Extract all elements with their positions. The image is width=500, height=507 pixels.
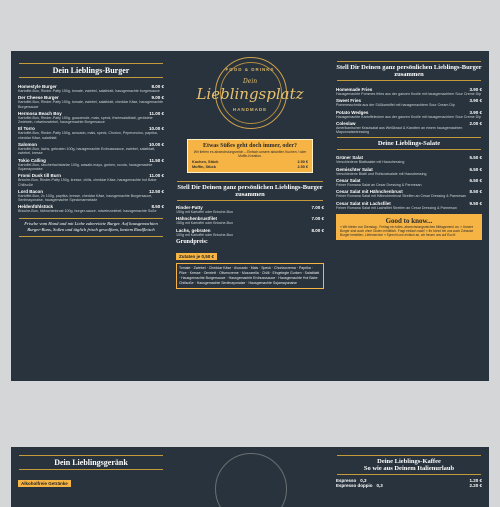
item-description: Kartoffel-Bun, Rinder-Patty 150g, guacamole, mais, speck, friséesalatblatt, geröstete Zwiebeln, rotweinzwiebel, hausgemachte Burgersauce <box>18 115 153 125</box>
center-column <box>173 51 327 289</box>
item-price: 2.00 € <box>469 120 482 126</box>
build-title: Stell Dir Deinen ganz persönlichen Lieblings-Burger zusammen <box>177 184 323 199</box>
item-description: 150g mit Kartoffel oder Brioche-Bun <box>176 221 234 226</box>
item-description: Kartoffel-Bun, Rinder-Patty 150g, avocado, mais, speck, Chorizo, Peperoncino, paprika, cheddar Käse, salatblatt <box>18 131 158 140</box>
item-description: Kartoffel-Bun, Rinder-Patty 150g, tomate, zwiebel, salatblatt, hausgemachte burgersauce <box>18 89 160 93</box>
coffee-list <box>333 478 485 488</box>
menu-item <box>15 142 167 156</box>
item-name: Der Cheese Burger <box>18 95 59 101</box>
menu-item <box>15 84 167 93</box>
logo-dein-text: Dein <box>243 78 258 85</box>
menu-item <box>15 95 167 109</box>
logo-script-text: Lieblingsplatz <box>196 85 304 103</box>
menu-item <box>333 110 485 119</box>
item-name: Hähnchenbrustfilet <box>176 216 218 222</box>
sweets-name: Kuchen, Stück <box>192 160 219 164</box>
item-description: Verschiedene Blatt/ und Rohkostsalate mit Hausdressing <box>336 171 427 176</box>
item-name: Heldenfühlstück <box>18 204 54 210</box>
item-name: Cesar Salat mit Lachsfilet <box>336 200 391 206</box>
divider <box>19 77 163 78</box>
menu-item <box>15 111 167 125</box>
item-name: Tokio Calling <box>18 157 46 163</box>
item-price: 3.90 € <box>469 109 482 115</box>
sweets-subtitle: Wir liefern es abwechslungsreich – Einfach unsere aktuellen Kuchen / oder Muffin-Kreation. <box>193 150 307 158</box>
item-description: Kartoffel-Bun, lachs, gebraten 100g, hausgemachte Erdnusssauce, zwiebel, salatblatt, zwiebel, kresse <box>18 147 156 156</box>
divider <box>337 149 481 150</box>
good-to-know-text: » Wir bieten von Dienstag - Freitag ein tolles, abwechslungsreiches Mittagsmenü an. » Unsere Burger sind auch ohne Gluten erhältlich. Fragt einfach nach! » Ihr könnt bei uns auch Zuhause Burger bestellen, Lieferservice » Sprecht uns einfach an, wir freuen uns auf Euch! <box>340 224 474 237</box>
item-name: Rinder-Patty <box>176 205 203 211</box>
divider <box>19 218 163 219</box>
logo <box>173 51 327 133</box>
burger-section-title: Dein Lieblings-Burger <box>52 66 130 75</box>
logo-top-text: FOOD & DRINKS <box>225 67 275 72</box>
menu-item <box>333 121 485 135</box>
item-description: Kartoffel-Bun, Rinder-Patty 150g, tomate, zwiebel, salatblatt, cheddar Käse, hausgemachte Burgersauce <box>18 100 163 109</box>
menu-item <box>333 189 485 198</box>
menu-item <box>15 158 167 172</box>
coffee-price: 1.20 € <box>469 478 482 483</box>
coffee-column <box>333 447 485 488</box>
burger-column <box>15 51 167 239</box>
menu-item <box>15 173 167 187</box>
item-price: 8.50 € <box>151 204 164 210</box>
sweets-price: 2.50 € <box>297 160 308 164</box>
menu-item <box>173 216 327 225</box>
item-description: Kartoffel-Bun, 2x 100g, paprika, kresse, cheddar Käse, hausgemachte Burgersauce, Senfmayonaise, hausgemachte Speckmarmelade <box>18 193 153 203</box>
item-price: 6.50 € <box>469 178 482 184</box>
item-name: Sweet Fries <box>336 98 362 104</box>
sweets-title: Etwas Süßes geht doch immer, oder? <box>202 143 298 149</box>
burger-list <box>15 84 167 214</box>
divider <box>19 236 163 237</box>
menu-item <box>333 178 485 187</box>
item-description: Pommesschnitz aus der Süßkartoffel mit hausgemachtem Sour Cream Dip <box>336 103 455 108</box>
sides-list <box>333 87 485 134</box>
divider <box>19 63 163 64</box>
menu-item <box>15 126 167 140</box>
zutaten-list: Tomate · Zwiebel · Cheddar Käse · Avocado · Mais · Speck · Chorizocrema · Paprika · Pilze · Kresse · Omelett · Olivencreme · Mozzarella · Chilli · Eingelegte Gurken · Salatblatt · Hausgemachte Burgersauce · Hausgemachte Erdnusssauce · Hausgemachte Hot Babe Chilisoße · Hausgemachte Senfmayonaise · Hausgemachte Sojamayonaise <box>176 263 324 289</box>
item-price: 3.90 € <box>469 87 482 92</box>
item-price: 8.00 € <box>151 84 164 89</box>
item-description: Feiner Romana Salat mit Lachsfilet Streifen an Cesar Dressing & Parmesan <box>336 205 457 210</box>
item-price: 5.50 € <box>469 155 482 161</box>
item-price: 9.50 € <box>469 200 482 206</box>
salad-list <box>333 155 485 209</box>
coffee-subtitle: So wie aus Deinem Italienurlaub <box>363 465 455 472</box>
item-price: 11.50 € <box>149 157 164 163</box>
item-price: 7.00 € <box>311 205 324 211</box>
menu-item <box>333 98 485 107</box>
item-price: 10.00 € <box>148 142 164 148</box>
sweets-price: 2.50 € <box>297 164 308 169</box>
item-name: Homestyle Burger <box>18 84 57 89</box>
item-name: Potato Wedges <box>336 109 369 115</box>
item-name: Cesar Salat <box>336 178 361 184</box>
divider <box>337 80 481 81</box>
menu-item <box>333 167 485 176</box>
item-description: Amerikanischer Krautsalat aus Weißkraut & Karotten an einem hausgemachten Mayonnaisedressing <box>336 125 463 135</box>
item-description: Hausgemachte Kartoffelecken aus der ganzen Knolle mit hausgemachtem Sour Creme Dip <box>336 114 481 119</box>
divider <box>337 137 481 138</box>
build-list <box>173 205 327 237</box>
logo-bottom-text: HANDMADE <box>232 107 268 112</box>
menu-item <box>333 87 485 96</box>
sweets-name: Muffin, Stück <box>192 164 216 169</box>
divider <box>337 474 481 475</box>
item-name: Gemischter Salat <box>336 166 373 172</box>
sweets-item <box>192 165 308 170</box>
divider <box>337 455 481 456</box>
item-name: Coleslaw <box>336 120 356 126</box>
sweets-list <box>192 160 308 169</box>
quote-text: Frische vom Hand und mit Liebe zubereitete Burger. Auf hausgemachten Burger-Buns, Soßen und täglich frisch gewolftem, bestem Rindfleisch <box>24 220 158 232</box>
item-price: 10.00 € <box>148 126 164 132</box>
item-description: Verschiedene Blattsalate mit Hausdressing <box>336 160 405 165</box>
coffee-item <box>333 483 485 488</box>
menu-item <box>333 201 485 210</box>
item-name: Lord Bacon <box>18 188 44 194</box>
item-price: 12.50 € <box>148 188 164 194</box>
coffee-name: Espresso doppio <box>336 483 373 488</box>
coffee-amount: 0,3 <box>376 483 383 488</box>
divider <box>19 455 163 456</box>
good-to-know-box <box>336 214 482 240</box>
item-description: Feiner Romana Salat an Cesar Dressing & Parmesan <box>336 183 422 188</box>
item-description: Feiner Romana Salat mit Hähnchenbrust Streifen an Cesar Dressing & Parmesan <box>336 194 467 199</box>
menu-sheet <box>11 51 489 381</box>
drinks-sheet <box>11 447 489 507</box>
coffee-name: Espresso <box>336 478 357 483</box>
logo-ring <box>215 453 287 507</box>
grundpreis-label: Grundpreis: <box>176 239 208 246</box>
item-name: Hermosa Beach Boy <box>18 110 62 116</box>
item-description: Brioche-Bun, Rinder-Patty 150g, kresse, chilis, cheddar Käse, hausgemachte hot Babe Chilisoße <box>18 178 157 187</box>
coffee-title: Deine Lieblings-Kaffee <box>377 458 441 465</box>
item-description: Kartoffel-Bun, räucherlachstartar 100g, wasabi-mayo, gurken, rucola, hausgemachte Sojamayonaise <box>18 162 153 171</box>
item-price: 9.00 € <box>151 95 164 101</box>
sides-column <box>333 51 485 244</box>
good-to-know-title: Good to know... <box>385 216 433 225</box>
divider <box>19 469 163 470</box>
divider <box>337 61 481 62</box>
menu-item <box>333 155 485 164</box>
salad-title: Deine Lieblings-Salate <box>377 140 441 148</box>
alkoholfrei-label: Alkoholfreie Getränke <box>18 480 71 487</box>
item-description: 150g mit Kartoffel oder Brioche-Bun <box>176 210 234 215</box>
item-name: El Torro <box>18 126 35 132</box>
menu-item <box>15 189 167 203</box>
item-description: 100g mit Kartoffel oder Brioche-Bun <box>176 232 234 237</box>
menu-item <box>15 204 167 213</box>
item-description: Brioche-Bun, hähnchenbrust 100g, burger-sauce, rotweinzwiebel, hausgemachte Soße <box>18 209 157 214</box>
item-price: 8.50 € <box>469 189 482 195</box>
item-name: Salomon <box>18 142 38 148</box>
item-name: Fromi Dusk till Burn <box>18 173 62 179</box>
sides-title: Stell Dir Deinen ganz persönlichen Lieblings-Burger zusammen <box>336 64 482 78</box>
item-name: Lachs, gebraten <box>176 227 211 233</box>
coffee-price: 2.20 € <box>469 483 482 488</box>
item-price: 6.50 € <box>469 166 482 172</box>
item-name: Homemade Fries <box>336 87 373 92</box>
divider <box>177 181 323 182</box>
sweets-box <box>187 139 313 173</box>
zutaten-label: Zutaten je 0,50 € <box>176 253 217 260</box>
item-price: 11.00 € <box>149 110 164 116</box>
item-description: Hausgemachte Pommes frites aus der ganzen Knolle mit hausgemachtem Sour Creme Dip <box>336 92 482 96</box>
item-name: Grüner Salat <box>336 155 364 161</box>
item-price: 11.00 € <box>149 173 164 179</box>
drinks-title: Dein Lieblingsgeränk <box>54 458 128 467</box>
divider <box>177 200 323 201</box>
item-price: 8.00 € <box>311 227 324 233</box>
menu-item <box>173 205 327 214</box>
drinks-left <box>15 447 167 490</box>
item-name: Cesar Salat mit Hähnchenbrust <box>336 189 403 195</box>
coffee-amount: 0,3 <box>360 478 367 483</box>
item-price: 3.90 € <box>469 98 482 104</box>
menu-item <box>173 228 327 237</box>
coffee-name-group <box>336 483 383 488</box>
item-price: 7.00 € <box>311 216 324 222</box>
